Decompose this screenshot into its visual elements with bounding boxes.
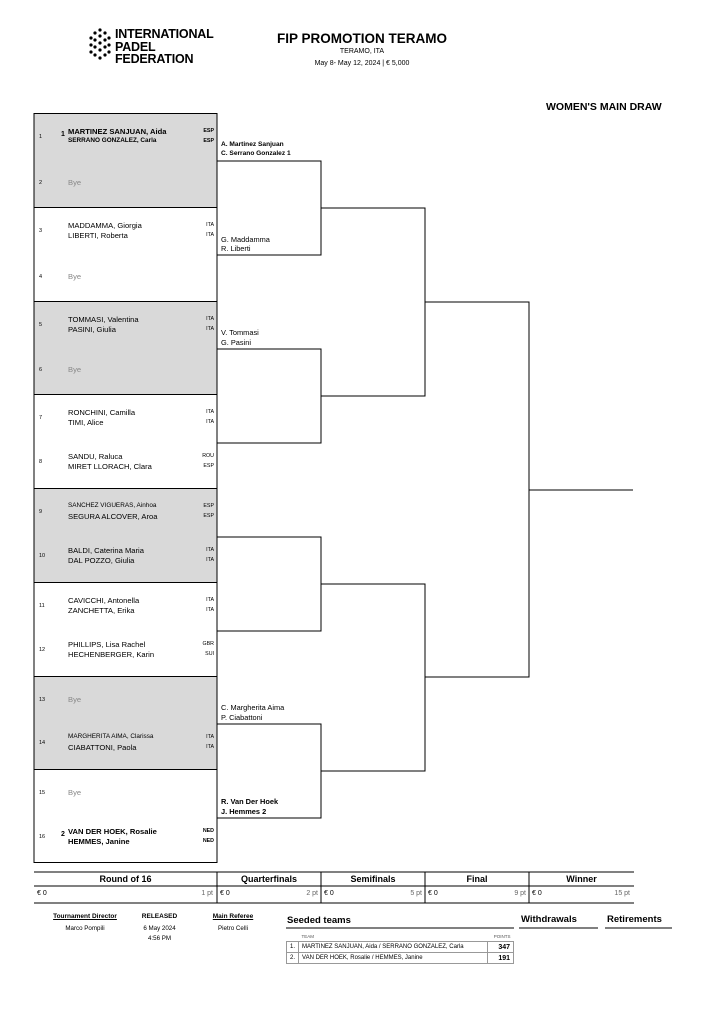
points-final: 9 pt [514,890,526,897]
slot-number: 14 [39,740,46,747]
player-country: ITA [206,315,214,322]
points-winner: 15 pt [614,890,630,897]
slot-number: 3 [39,227,43,234]
bye-label: Bye [68,271,82,281]
referee-heading: Main Referee [212,913,254,920]
prize-winner: € 0 [532,890,542,897]
player-name: PHILLIPS, Lisa Rachel [68,639,146,649]
r16-winner-2-line-2: R. Liberti [221,244,251,253]
slot-number: 15 [39,790,46,797]
points-r16: 1 pt [201,890,213,897]
points-column-header: POINTS [493,933,511,939]
r16-winner-5-line-2: J. Hemmes 2 [221,807,267,816]
slot-number: 11 [39,602,45,609]
player-name: SANCHEZ VIGUERAS, Ainhoa [68,502,157,509]
director-heading: Tournament Director [53,913,117,920]
seeded-teams-table [286,931,514,964]
seed-points: 191 [488,953,514,964]
points-sf: 5 pt [410,890,422,897]
r16-winner-1-line-1: A. Martinez Sanjuan [221,141,284,148]
player-country: ESP [203,138,214,144]
released-date: 6 May 2024 [143,925,176,932]
seed-points: 347 [488,942,514,953]
withdrawals-heading: Withdrawals [521,914,577,925]
team-column-header: TEAM [301,933,315,939]
slot-number: 10 [39,552,46,559]
player-name: MIRET LLORACH, Clara [68,462,152,472]
r16-winner-4-line-2: P. Ciabattoni [221,713,263,722]
connector-r16-3 [217,537,321,631]
player-name: LIBERTI, Roberta [68,230,128,240]
player-country: ITA [206,734,214,741]
prize-qf: € 0 [220,890,230,897]
slot-number: 7 [39,415,43,422]
player-country: ESP [203,513,214,519]
round-header-final: Final [466,874,488,884]
player-name: HEMMES, Janine [68,837,130,847]
player-country: ITA [206,744,214,751]
connector-r16-2 [217,349,321,443]
seed-team: MARTINEZ SANJUAN, Aida / SERRANO GONZALEZ, Carla [299,942,488,953]
player-name: BALDI, Caterina Maria [68,545,144,555]
points-qf: 2 pt [306,890,318,897]
bye-label: Bye [68,177,82,187]
bye-label: Bye [68,788,82,798]
director-name: Marco Pompili [65,925,105,932]
prize-r16: € 0 [37,890,47,897]
player-name: RONCHINI, Camilla [68,408,136,418]
round-header-qf: Quarterfinals [240,874,298,884]
slot-number: 4 [39,273,43,280]
round-header-winner: Winner [566,874,597,884]
slot-number: 6 [39,367,43,374]
r16-winner-2-line-1: G. Maddamma [221,235,270,244]
player-name: VAN DER HOEK, Rosalie [68,827,157,837]
player-name: MARGHERITA AIMA, Clarissa [68,733,154,741]
referee-name: Pietro Celli [218,925,248,932]
player-country: NED [202,838,214,845]
logo-line-3: FEDERATION [115,52,194,66]
retirements-heading: Retirements [607,914,662,925]
player-name: MADDAMMA, Giorgia [68,220,142,230]
r16-winner-3-line-2: G. Pasini [221,338,251,347]
r16-winner-1-line-2: C. Serrano Gonzalez 1 [221,150,291,157]
r16-winner-5-line-1: R. Van Der Hoek [221,797,279,806]
player-name: TOMMASI, Valentina [68,314,139,324]
player-country: ESP [203,503,214,509]
slot-number: 1 [39,134,43,140]
player-country: ITA [206,409,214,416]
round-header-sf: Semifinals [350,874,396,884]
player-country: ROU [202,453,214,460]
tournament-location: TERAMO, ITA [339,48,385,55]
player-country: ITA [206,419,214,426]
tournament-title: FIP PROMOTION TERAMO [276,31,447,46]
player-country: ESP [203,463,214,470]
connector-sf [425,302,529,677]
r16-winner-3-line-1: V. Tommasi [221,328,259,337]
r16-winner-4-line-1: C. Margherita Aima [221,703,285,712]
player-country: ITA [206,596,214,603]
seeded-teams-heading: Seeded teams [287,915,351,926]
player-country: ITA [206,546,214,553]
draw-name: WOMEN'S MAIN DRAW [546,101,662,113]
logo-line-1: INTERNATIONAL [115,27,214,41]
tournament-dates: May 8- May 12, 2024 | € 5,000 [314,60,410,67]
player-name: MARTINEZ SANJUAN, Aida [68,127,167,136]
player-country: ITA [206,325,214,332]
player-country: ITA [206,556,214,563]
slot-number: 12 [39,646,46,653]
released-time: 4:56 PM [147,935,172,942]
player-name: ZANCHETTA, Erika [68,605,135,615]
logo-line-2: PADEL [115,39,156,54]
player-name: CAVICCHI, Antonella [68,595,140,605]
seed-number: 1 [61,131,65,138]
slot-number: 5 [39,321,43,328]
player-country: ITA [206,606,214,613]
player-name: DAL POZZO, Giulia [68,555,135,565]
seed-number: 2 [61,831,65,839]
seed-row [287,942,514,953]
bye-label: Bye [68,365,82,375]
player-name: SERRANO GONZALEZ, Carla [68,137,157,144]
player-country: NED [202,828,214,835]
player-country: SUI [205,650,214,657]
prize-sf: € 0 [324,890,334,897]
player-name: SEGURA ALCOVER, Aroa [68,512,158,521]
player-country: ESP [203,128,214,134]
slot-number: 16 [39,834,46,841]
player-country: ITA [206,221,214,228]
slot-number: 9 [39,509,43,515]
seed-rank: 2. [287,953,299,964]
player-country: GBR [202,640,214,647]
connector-qf-1 [321,208,425,396]
slot-number: 8 [39,459,43,466]
seed-team: VAN DER HOEK, Rosalie / HEMMES, Janine [299,953,488,964]
player-name: TIMI, Alice [68,418,104,428]
player-name: PASINI, Giulia [68,324,116,334]
slot-number: 2 [39,179,43,186]
seed-rank: 1. [287,942,299,953]
player-country: ITA [206,231,214,238]
player-name: SANDU, Raluca [68,452,123,462]
released-heading: RELEASED [141,913,178,920]
player-name: HECHENBERGER, Karin [68,649,155,659]
connector-qf-2 [321,584,425,771]
prize-final: € 0 [428,890,438,897]
player-name: CIABATTONI, Paola [68,743,137,753]
round-header-r16: Round of 16 [99,874,152,884]
bye-label: Bye [68,694,82,704]
seed-row [287,953,514,964]
slot-number: 13 [39,696,46,703]
